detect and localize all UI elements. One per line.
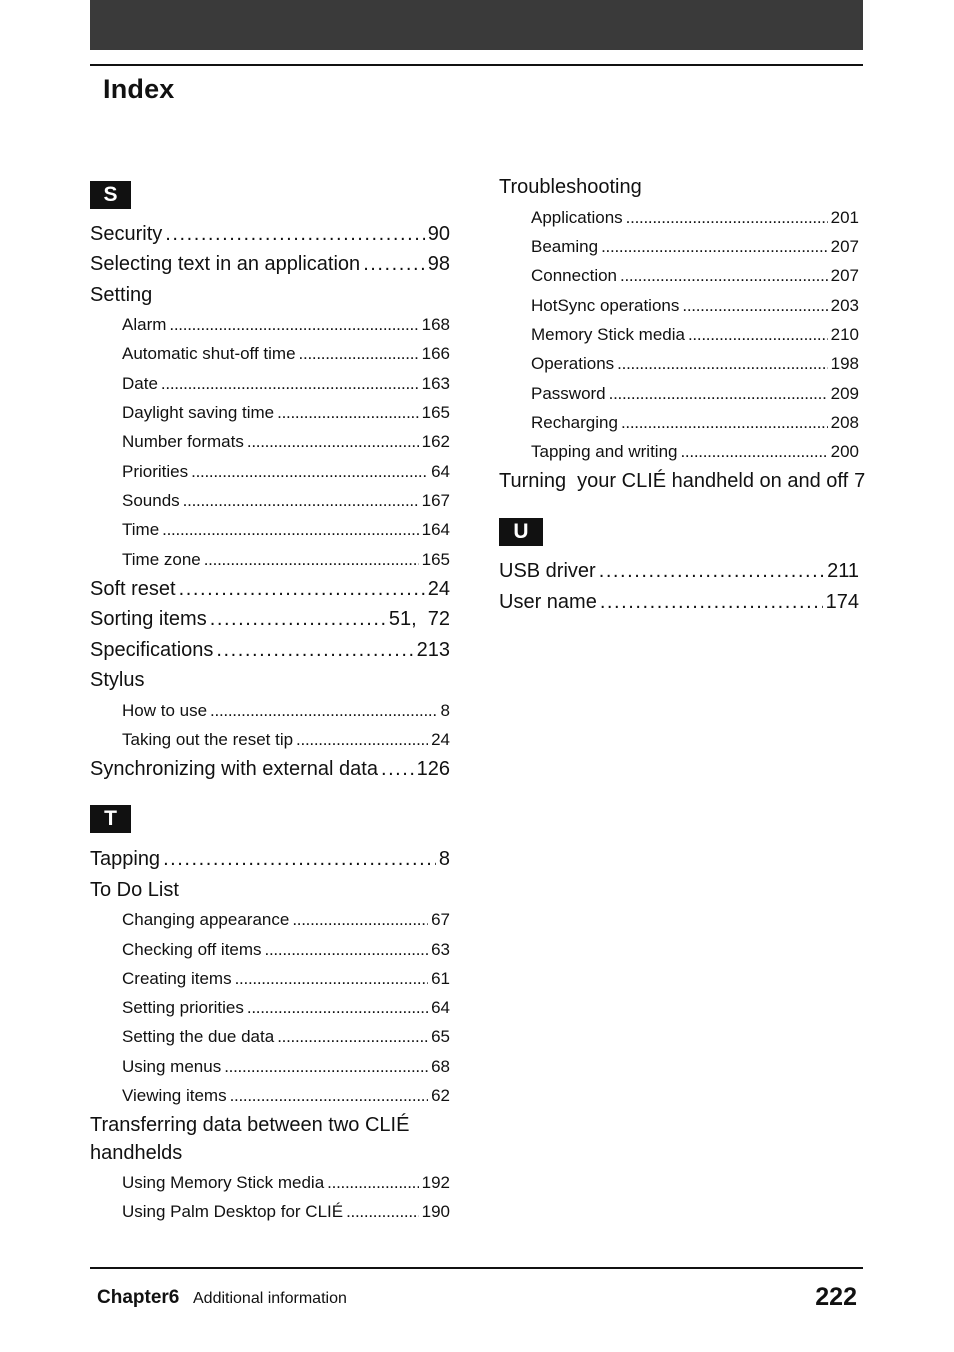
leader-dots xyxy=(163,848,436,871)
leader-dots xyxy=(247,998,428,1018)
entry-page: 8 xyxy=(440,701,450,720)
entry-label: Date xyxy=(122,374,158,393)
entry-label: Selecting text in an application xyxy=(90,253,361,275)
leader-dots xyxy=(210,701,437,721)
leader-dots xyxy=(346,1202,419,1222)
index-subentry[interactable] xyxy=(122,432,450,458)
header-rule xyxy=(90,64,863,66)
entry-label: Automatic shut-off time xyxy=(122,344,296,363)
entry-label: Sorting items xyxy=(90,608,207,630)
leader-dots xyxy=(277,403,419,423)
entry-label: HotSync operations xyxy=(531,296,680,315)
entry-page: 207 xyxy=(830,237,859,256)
entry-label: handhelds xyxy=(90,1142,183,1164)
entry-label: Stylus xyxy=(90,669,145,691)
index-subentry[interactable] xyxy=(122,1202,450,1228)
entry-label: Tapping xyxy=(90,848,161,870)
entry-page: 209 xyxy=(830,384,859,403)
index-subentry[interactable] xyxy=(122,998,450,1024)
index-entry[interactable] xyxy=(90,578,450,608)
entry-page: 126 xyxy=(416,758,450,780)
leader-dots xyxy=(599,560,824,583)
index-entry[interactable] xyxy=(90,608,450,638)
index-entry[interactable] xyxy=(90,253,450,283)
entry-page: 167 xyxy=(421,491,450,510)
index-subentry[interactable] xyxy=(122,374,450,400)
index-subentry[interactable] xyxy=(122,315,450,341)
entry-label: Soft reset xyxy=(90,578,176,600)
entry-page: 51, 72 xyxy=(388,608,450,630)
index-subentry[interactable] xyxy=(122,491,450,517)
index-subentry[interactable] xyxy=(531,208,859,234)
index-heading xyxy=(90,669,450,699)
leader-dots xyxy=(363,253,425,276)
leader-dots xyxy=(327,1173,418,1193)
entry-page: 208 xyxy=(830,413,859,432)
entry-page: 64 xyxy=(431,462,450,481)
footer-chapter: Chapter6 xyxy=(97,1287,180,1308)
entry-label: Alarm xyxy=(122,315,167,334)
entry-page: 163 xyxy=(421,374,450,393)
index-subentry[interactable] xyxy=(122,520,450,546)
index-subentry[interactable] xyxy=(122,969,450,995)
entry-label: User name xyxy=(499,591,597,613)
leader-dots xyxy=(224,1057,428,1077)
index-subentry[interactable] xyxy=(122,1057,450,1083)
entry-page: 198 xyxy=(830,354,859,373)
index-subentry[interactable] xyxy=(531,384,859,410)
entry-label: How to use xyxy=(122,701,208,720)
entry-label: Recharging xyxy=(531,413,618,432)
entry-label: Setting the due data xyxy=(122,1027,275,1046)
index-subentry[interactable] xyxy=(531,442,859,468)
entry-label: To Do List xyxy=(90,879,179,901)
index-entry[interactable] xyxy=(499,560,859,590)
page-number: 222 xyxy=(815,1283,857,1311)
entry-page: 203 xyxy=(830,296,859,315)
entry-page: 64 xyxy=(431,998,450,1017)
entry-page: 213 xyxy=(416,639,450,661)
index-subentry[interactable] xyxy=(122,1027,450,1053)
entry-label: Setting xyxy=(90,284,153,306)
entry-page: 165 xyxy=(421,403,450,422)
leader-dots xyxy=(235,969,428,989)
entry-page: 65 xyxy=(431,1027,450,1046)
index-heading xyxy=(499,176,859,206)
index-entry[interactable] xyxy=(90,848,450,878)
entry-page: 61 xyxy=(431,969,450,988)
entry-page: 174 xyxy=(825,591,859,613)
entry-label: Taking out the reset tip xyxy=(122,730,294,749)
index-heading xyxy=(90,284,450,314)
index-subentry[interactable] xyxy=(531,237,859,263)
page-title: Index xyxy=(103,74,175,104)
entry-label: Number formats xyxy=(122,432,244,451)
index-entry[interactable] xyxy=(90,223,450,253)
leader-dots xyxy=(609,384,828,404)
entry-page: 24 xyxy=(431,730,450,749)
entry-label: Memory Stick media xyxy=(531,325,685,344)
leader-dots xyxy=(230,1086,429,1106)
leader-dots xyxy=(682,296,827,316)
leader-dots xyxy=(183,491,419,511)
entry-label: Specifications xyxy=(90,639,214,661)
entry-page: 8 xyxy=(438,848,450,870)
leader-dots xyxy=(247,432,419,452)
index-heading xyxy=(90,1114,450,1144)
leader-dots xyxy=(216,639,413,662)
entry-page: 90 xyxy=(427,223,450,245)
index-subentry[interactable] xyxy=(122,462,450,488)
footer-rule xyxy=(90,1267,863,1269)
leader-dots xyxy=(265,940,429,960)
index-subentry[interactable] xyxy=(122,344,450,370)
leader-dots xyxy=(191,462,428,482)
entry-page: 168 xyxy=(421,315,450,334)
entry-label: Using Memory Stick media xyxy=(122,1173,325,1192)
entry-label: Setting priorities xyxy=(122,998,244,1017)
entry-label: Tapping and writing xyxy=(531,442,678,461)
entry-page: 211 xyxy=(827,560,859,582)
leader-dots xyxy=(617,354,827,374)
index-heading-continued xyxy=(90,1142,450,1172)
leader-dots xyxy=(296,730,428,750)
entry-page: 164 xyxy=(421,520,450,539)
footer-section-title: Additional information xyxy=(193,1290,347,1307)
entry-page: 207 xyxy=(830,266,859,285)
entry-label: Time xyxy=(122,520,160,539)
entry-label: Applications xyxy=(531,208,623,227)
index-entry[interactable] xyxy=(499,591,859,621)
leader-dots xyxy=(600,591,823,614)
section-letter-u: U xyxy=(499,518,543,546)
entry-label: Operations xyxy=(531,354,615,373)
section-letter-s: S xyxy=(90,181,131,209)
entry-label: Creating items xyxy=(122,969,232,988)
index-subentry[interactable] xyxy=(122,1086,450,1112)
index-subentry[interactable] xyxy=(122,1173,450,1199)
entry-page: 210 xyxy=(830,325,859,344)
entry-page: 192 xyxy=(421,1173,450,1192)
leader-dots xyxy=(299,344,419,364)
entry-page: 62 xyxy=(431,1086,450,1105)
entry-label: Viewing items xyxy=(122,1086,227,1105)
entry-label: Using menus xyxy=(122,1057,222,1076)
entry-label: Beaming xyxy=(531,237,599,256)
index-subentry[interactable] xyxy=(531,325,859,351)
leader-dots xyxy=(204,550,419,570)
entry-label: USB driver xyxy=(499,560,596,582)
entry-page: 7 xyxy=(854,470,866,492)
entry-label: Turning your CLIÉ handheld on and off xyxy=(499,470,849,492)
entry-page: 24 xyxy=(427,578,450,600)
entry-label: Priorities xyxy=(122,462,189,481)
entry-page: 68 xyxy=(431,1057,450,1076)
index-subentry[interactable] xyxy=(531,354,859,380)
index-subentry[interactable] xyxy=(531,296,859,322)
index-subentry[interactable] xyxy=(531,413,859,439)
header-bar xyxy=(90,0,863,50)
entry-page: 190 xyxy=(421,1202,450,1221)
entry-label: Changing appearance xyxy=(122,910,290,929)
index-entry[interactable] xyxy=(499,470,866,500)
entry-label: Connection xyxy=(531,266,618,285)
index-subentry[interactable] xyxy=(531,266,859,292)
entry-label: Security xyxy=(90,223,163,245)
entry-page: 166 xyxy=(421,344,450,363)
entry-label: Transferring data between two CLIÉ xyxy=(90,1114,410,1136)
entry-label: Password xyxy=(531,384,606,403)
index-subentry[interactable] xyxy=(122,940,450,966)
leader-dots xyxy=(162,520,418,540)
leader-dots xyxy=(601,237,828,257)
entry-label: Daylight saving time xyxy=(122,403,275,422)
leader-dots xyxy=(210,608,386,631)
entry-page: 98 xyxy=(427,253,450,275)
leader-dots xyxy=(161,374,419,394)
entry-label: Synchronizing with external data xyxy=(90,758,378,780)
section-letter-t: T xyxy=(90,805,131,833)
entry-label: Using Palm Desktop for CLIÉ xyxy=(122,1202,344,1221)
leader-dots xyxy=(169,315,418,335)
index-subentry[interactable] xyxy=(122,730,450,756)
entry-label: Checking off items xyxy=(122,940,262,959)
index-heading xyxy=(90,879,450,909)
leader-dots xyxy=(620,266,828,286)
leader-dots xyxy=(680,442,827,462)
entry-label: Time zone xyxy=(122,550,201,569)
entry-page: 63 xyxy=(431,940,450,959)
leader-dots xyxy=(277,1027,428,1047)
entry-page: 162 xyxy=(421,432,450,451)
leader-dots xyxy=(179,578,425,601)
leader-dots xyxy=(621,413,828,433)
entry-page: 165 xyxy=(421,550,450,569)
entry-page: 67 xyxy=(431,910,450,929)
entry-page: 200 xyxy=(830,442,859,461)
index-entry[interactable] xyxy=(90,758,450,788)
entry-label: Troubleshooting xyxy=(499,176,642,198)
index-subentry[interactable] xyxy=(122,701,450,727)
leader-dots xyxy=(626,208,828,228)
index-subentry[interactable] xyxy=(122,910,450,936)
leader-dots xyxy=(688,325,828,345)
index-subentry[interactable] xyxy=(122,403,450,429)
entry-page: 201 xyxy=(830,208,859,227)
leader-dots xyxy=(381,758,414,781)
index-entry[interactable] xyxy=(90,639,450,669)
leader-dots xyxy=(292,910,428,930)
index-subentry[interactable] xyxy=(122,550,450,576)
leader-dots xyxy=(165,223,425,246)
entry-label: Sounds xyxy=(122,491,180,510)
